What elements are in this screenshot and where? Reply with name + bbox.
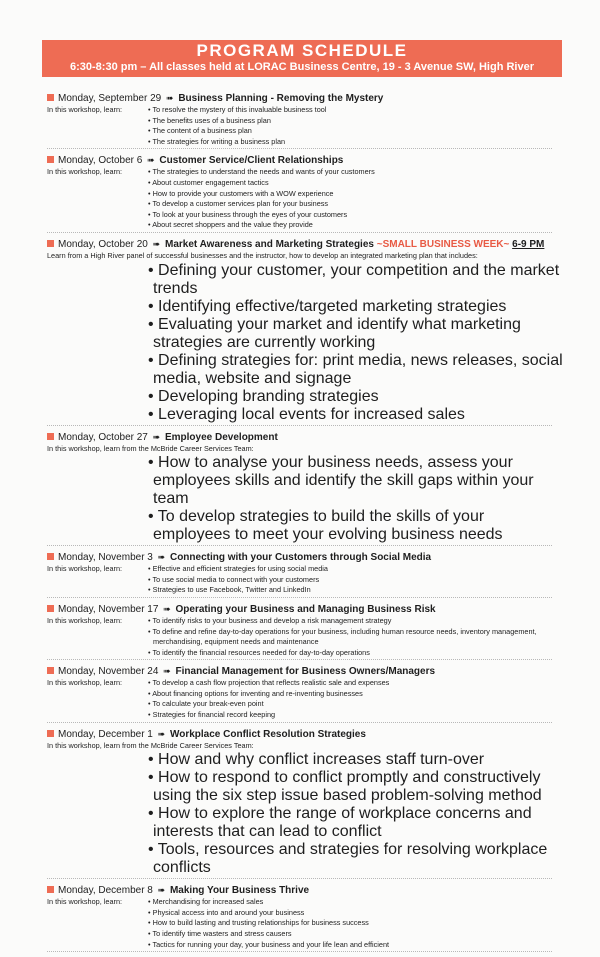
session-title: Financial Management for Business Owners/Managers [175, 666, 436, 678]
session-heading [47, 551, 565, 564]
session-block [47, 665, 565, 722]
list-item: • Evaluating your market and identify what marketing strategies are currently working [148, 315, 521, 351]
session-date: Monday, October 20 [58, 238, 148, 250]
session-title: Business Planning - Removing the Mystery [178, 93, 384, 104]
session-title: Customer Service/Client Relationships [159, 155, 344, 167]
arrow-icon: ➠ [166, 93, 174, 103]
session-heading [47, 603, 565, 616]
session-title: Making Your Business Thrive [169, 885, 310, 897]
square-bullet-icon [47, 433, 54, 440]
session-intro: Learn from a High River panel of successful businesses and the instructor, how to develop an integrated marketing plan that includes: [47, 250, 478, 260]
list-item: • About customer engagement tactics [148, 177, 269, 187]
list-item: • To develop strategies to build the skills of your employees to meet your evolving business needs [148, 508, 503, 544]
list-item: • To identify the financial resources needed for day-to-day operations [148, 647, 370, 657]
arrow-icon: ➠ [152, 431, 161, 442]
schedule-list [47, 92, 565, 957]
session-title: Market Awareness and Marketing Strategies [164, 238, 374, 250]
square-bullet-icon [47, 240, 54, 247]
session-heading [47, 884, 565, 897]
session-block [47, 431, 565, 547]
list-item: • Defining strategies for: print media, news releases, social media, website and signage [148, 351, 563, 387]
divider [47, 597, 552, 598]
session-items [148, 105, 565, 147]
divider [47, 951, 552, 952]
session-items [148, 167, 565, 231]
divider [47, 545, 552, 546]
session-block [47, 603, 565, 660]
session-date: Monday, December 1 [58, 728, 153, 740]
list-item: • To resolve the mystery of this invaluable business tool [148, 105, 327, 114]
list-item: • Identifying effective/targeted marketing strategies [148, 297, 507, 315]
list-item: • Effective and efficient strategies for using social media [148, 564, 328, 574]
arrow-icon: ➠ [147, 155, 155, 166]
list-item: • To develop a cash flow projection that reflects realistic sale and expenses [148, 678, 390, 688]
session-label: In this workshop, learn: [47, 564, 123, 574]
list-item: • About financing options for inventing and re-inventing businesses [148, 688, 363, 698]
list-item: • About secret shoppers and the value they provide [148, 220, 313, 230]
session-label: In this workshop, learn: [47, 615, 123, 625]
event-time: 6-9 PM [512, 238, 545, 250]
session-block [47, 238, 565, 426]
arrow-icon: ➠ [152, 238, 161, 249]
session-title: Operating your Business and Managing Business Risk [175, 603, 436, 615]
square-bullet-icon [47, 667, 54, 674]
session-date: Monday, December 8 [58, 885, 153, 897]
session-block [47, 92, 565, 149]
session-date: Monday, September 29 [58, 93, 162, 104]
list-item: • The benefits uses of a business plan [148, 115, 271, 125]
list-item: • How to build lasting and trusting relationships for business success [148, 918, 369, 928]
session-date: Monday, October 27 [58, 431, 148, 443]
session-items [47, 454, 565, 544]
arrow-icon: ➠ [157, 728, 166, 739]
list-item: • How and why conflict increases staff turn-over [148, 751, 485, 769]
list-item: • To identify risks to your business and develop a risk management strategy [148, 615, 392, 625]
session-heading [47, 154, 565, 167]
list-item: • The strategies for writing a business plan [148, 136, 286, 146]
list-item: • The content of a business plan [148, 126, 252, 136]
event-tag: ~SMALL BUSINESS WEEK~ [376, 238, 510, 250]
list-item: • Leveraging local events for increased sales [148, 405, 465, 423]
divider [47, 425, 552, 426]
list-item: • To identify time wasters and stress causers [148, 929, 292, 939]
session-title: Employee Development [164, 431, 278, 443]
list-item: • Defining your customer, your competition and the market trends [148, 261, 560, 297]
session-block [47, 884, 565, 952]
session-heading [47, 665, 565, 678]
session-items [47, 751, 565, 877]
square-bullet-icon [47, 605, 54, 612]
list-item: • Physical access into and around your business [148, 907, 305, 917]
session-intro: In this workshop, learn from the McBride Career Services Team: [47, 443, 254, 453]
divider [47, 722, 552, 723]
session-label: In this workshop, learn: [47, 897, 123, 907]
session-date: Monday, October 6 [58, 155, 143, 167]
list-item: • The strategies to understand the needs and wants of your customers [148, 167, 375, 177]
session-label: In this workshop, learn: [47, 678, 123, 688]
list-item: • Strategies for financial record keeping [148, 710, 276, 720]
page-title: PROGRAM SCHEDULE [196, 41, 408, 60]
list-item: • Tactics for running your day, your business and your life lean and efficient [148, 939, 390, 949]
list-item: • To use social media to connect with your customers [148, 574, 320, 584]
session-date: Monday, November 24 [58, 666, 159, 678]
list-item: • To look at your business through the eyes of your customers [148, 209, 348, 219]
session-block [47, 154, 565, 233]
divider [47, 232, 552, 233]
square-bullet-icon [47, 730, 54, 737]
session-heading [47, 431, 565, 444]
square-bullet-icon [47, 156, 54, 163]
session-title: Connecting with your Customers through Social Media [169, 552, 432, 564]
arrow-icon: ➠ [163, 603, 171, 614]
session-label: In this workshop, learn: [47, 167, 123, 177]
header-banner [42, 40, 562, 77]
session-title: Workplace Conflict Resolution Strategies [169, 728, 366, 740]
session-items [47, 262, 565, 424]
session-items [148, 564, 565, 596]
arrow-icon: ➠ [157, 552, 166, 563]
arrow-icon: ➠ [157, 885, 166, 896]
session-heading [47, 728, 565, 741]
session-label: In this workshop, learn: [47, 105, 123, 114]
square-bullet-icon [47, 94, 54, 101]
list-item: • Developing branding strategies [148, 387, 379, 405]
session-items [148, 616, 565, 658]
list-item: • Strategies to use Facebook, Twitter and LinkedIn [148, 585, 311, 595]
list-item: • How to respond to conflict promptly and constructively using the six step issue based problem-solving method [148, 769, 542, 805]
session-items [148, 897, 565, 950]
list-item: • To develop a customer services plan for your business [148, 199, 329, 209]
session-date: Monday, November 17 [58, 603, 159, 615]
session-items [148, 678, 565, 720]
session-heading [47, 92, 565, 105]
divider [47, 878, 552, 879]
square-bullet-icon [47, 553, 54, 560]
list-item: • How to provide your customers with a WOW experience [148, 188, 334, 198]
session-block [47, 551, 565, 598]
list-item: • How to analyse your business needs, assess your employees skills and identify the skill gaps within your team [148, 454, 534, 508]
session-date: Monday, November 3 [58, 552, 153, 564]
page-subtitle: 6:30-8:30 pm – All classes held at LORAC Business Centre, 19 - 3 Avenue SW, High River [70, 61, 534, 73]
session-intro: In this workshop, learn from the McBride Career Services Team: [47, 740, 254, 750]
list-item: • To calculate your break-even point [148, 699, 264, 709]
session-heading [47, 238, 565, 251]
arrow-icon: ➠ [163, 666, 171, 677]
divider [47, 148, 552, 149]
divider [47, 659, 552, 660]
list-item: • How to explore the range of workplace concerns and interests that can lead to conflict [148, 805, 532, 841]
square-bullet-icon [47, 886, 54, 893]
list-item: • To define and refine day-to-day operations for your business, including human resource needs, inventory management, merchandising, equipment needs and maintenance [148, 626, 537, 647]
session-block [47, 728, 565, 880]
list-item: • Merchandising for increased sales [148, 897, 264, 907]
list-item: • Tools, resources and strategies for resolving workplace conflicts [148, 841, 548, 877]
